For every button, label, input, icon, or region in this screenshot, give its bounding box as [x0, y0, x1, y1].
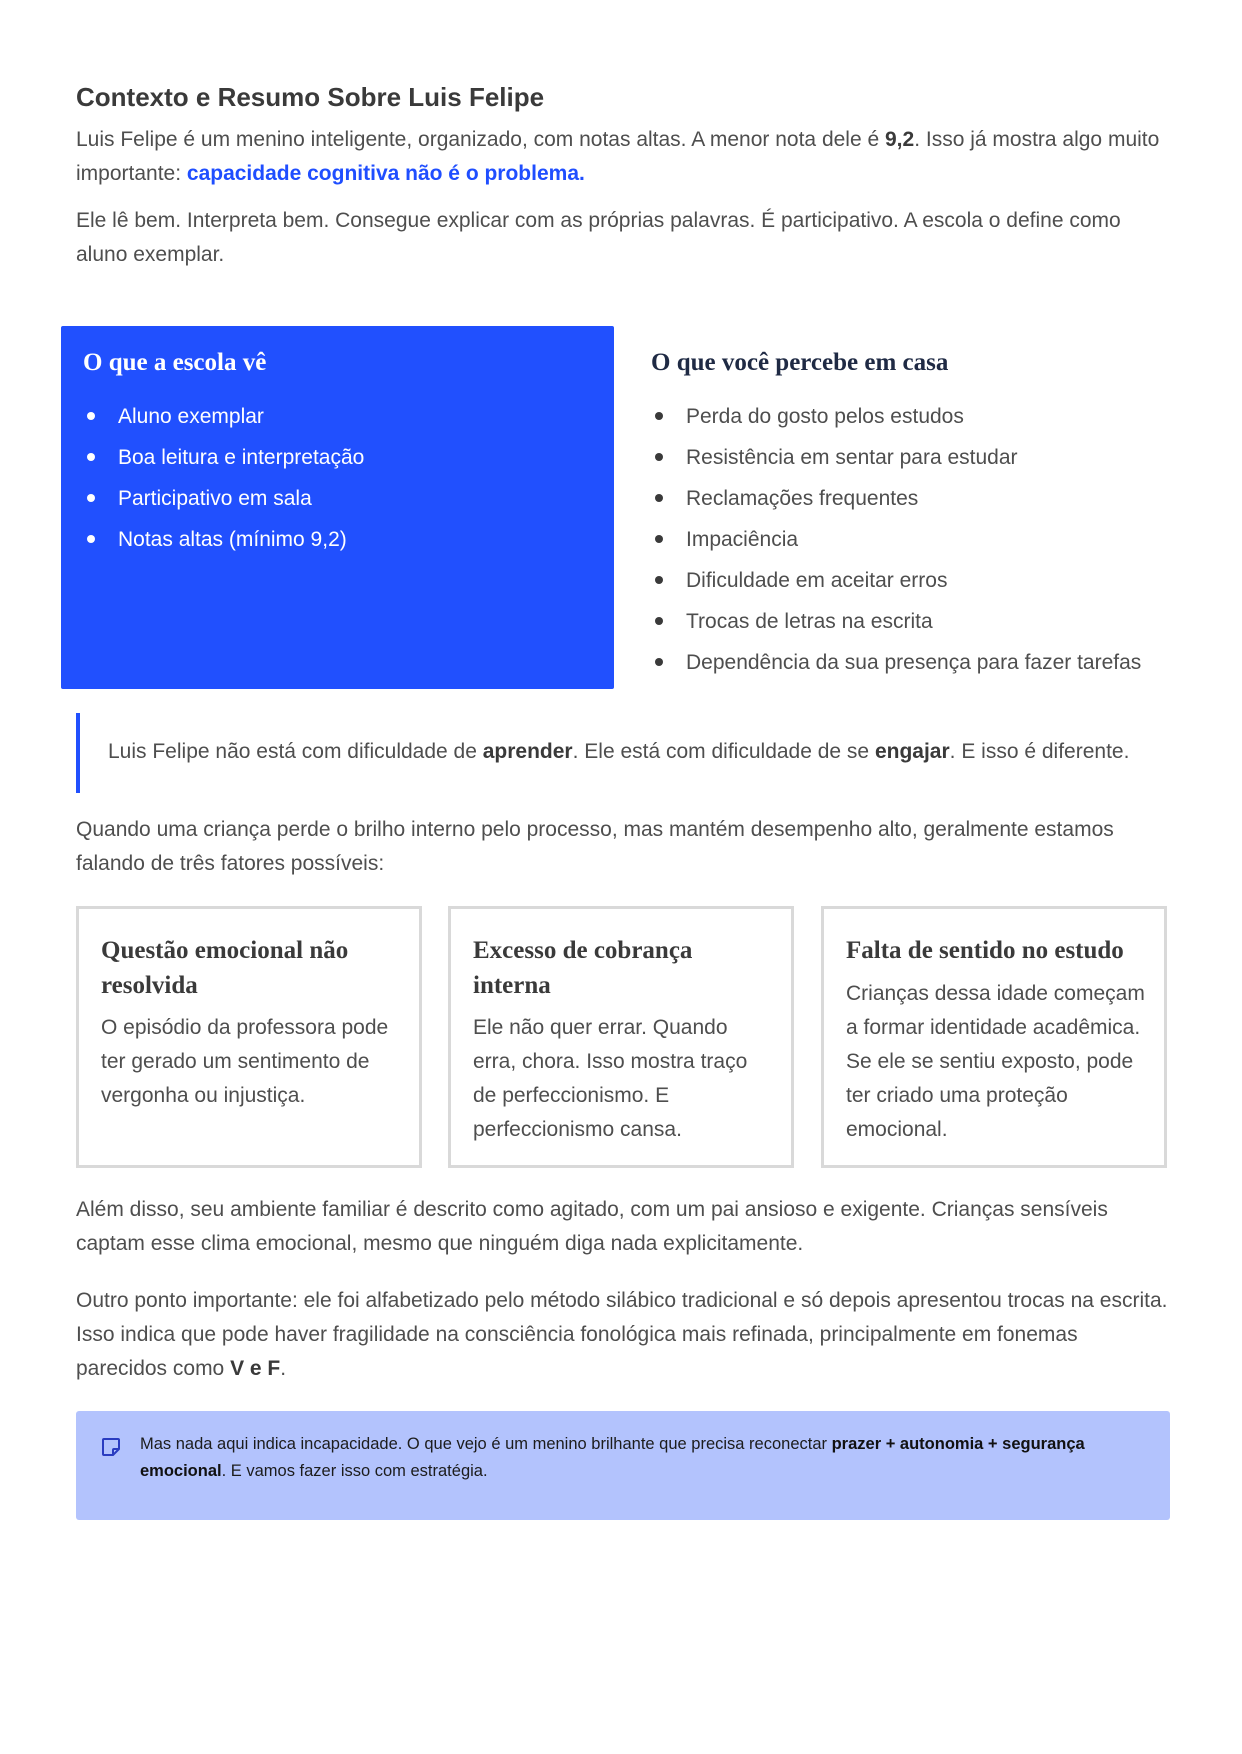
- school-view-title: O que a escola vê: [83, 349, 267, 376]
- factor-card-text: O episódio da professora pode ter gerado um sentimento de vergonha ou injustiça.: [101, 1016, 389, 1107]
- lowest-grade: 9,2: [885, 128, 915, 151]
- factor-card-title: Questão emocional não resolvida: [101, 937, 349, 999]
- list-item-text: Reclamações frequentes: [686, 487, 919, 510]
- list-item: [651, 560, 1141, 601]
- factor-card-title: Excesso de cobrança interna: [473, 937, 693, 999]
- intro-text-c: . Isso já mostra algo muito importante:: [76, 128, 1160, 185]
- key-insight-quote: [76, 713, 1174, 793]
- list-item-text: Dificuldade em aceitar erros: [686, 569, 948, 592]
- quote-text-e: . E isso é diferente.: [949, 740, 1130, 763]
- bullet-icon: [87, 494, 95, 502]
- literacy-text-a: Outro ponto importante: ele foi alfabetizado pelo método silábico tradicional e só depois apresentou trocas na escrita. Isso indica que pode haver fragilidade na consciência fonológica mais refinada, principalmente em fonemas parecidos como: [76, 1289, 1168, 1380]
- bullet-icon: [655, 535, 663, 543]
- factor-card-title: Falta de sentido no estudo: [846, 937, 1124, 964]
- bullet-icon: [87, 535, 95, 543]
- quote-emphasis-learn: aprender: [482, 740, 573, 763]
- bullet-icon: [655, 412, 663, 420]
- list-item: [83, 478, 364, 519]
- quote-text-c: . Ele está com dificuldade de se: [572, 740, 875, 763]
- home-view-list: [651, 396, 1141, 683]
- bullet-icon: [655, 494, 663, 502]
- list-item: [651, 396, 1141, 437]
- home-view-panel: [630, 326, 1170, 689]
- list-item: [651, 478, 1141, 519]
- factor-card-meaning: [821, 906, 1167, 1168]
- bullet-icon: [655, 453, 663, 461]
- list-item: [83, 437, 364, 478]
- bullet-icon: [655, 658, 663, 666]
- list-item: [651, 519, 1141, 560]
- list-item: [651, 437, 1141, 478]
- list-item-text: Resistência em sentar para estudar: [686, 446, 1018, 469]
- note-text: [140, 1431, 1140, 1485]
- list-item-text: Trocas de letras na escrita: [686, 610, 933, 633]
- home-view-title: O que você percebe em casa: [651, 349, 949, 376]
- intro-paragraph-1: [76, 123, 1170, 191]
- note-icon: [100, 1436, 122, 1458]
- list-item: [651, 601, 1141, 642]
- intro-highlight: capacidade cognitiva não é o problema.: [186, 162, 585, 185]
- bullet-icon: [87, 412, 95, 420]
- intro-text-a: Luis Felipe é um menino inteligente, organizado, com notas altas. A menor nota dele é: [76, 128, 885, 151]
- page-title: Contexto e Resumo Sobre Luis Felipe: [76, 82, 545, 112]
- bullet-icon: [655, 576, 663, 584]
- bullet-icon: [655, 617, 663, 625]
- note-callout: [76, 1411, 1170, 1520]
- factor-card-text: Crianças dessa idade começam a formar identidade acadêmica. Se ele se sentiu exposto, pode ter criado uma proteção emocional.: [846, 982, 1145, 1141]
- list-item-text: Perda do gosto pelos estudos: [686, 405, 964, 428]
- factor-card-text: Ele não quer errar. Quando erra, chora. Isso mostra traço de perfeccionismo. E perfeccionismo cansa.: [473, 1016, 748, 1141]
- bullet-icon: [87, 453, 95, 461]
- phoneme-pair: V e F: [230, 1357, 281, 1380]
- list-item-text: Notas altas (mínimo 9,2): [118, 528, 347, 551]
- quote-text-a: Luis Felipe não está com dificuldade de: [108, 740, 483, 763]
- factors-intro-paragraph: Quando uma criança perde o brilho interno pelo processo, mas mantém desempenho alto, geralmente estamos falando de três fatores possíveis:: [76, 818, 1114, 875]
- note-emphasis: prazer + autonomia + segurança emocional: [140, 1435, 1085, 1480]
- quote-emphasis-engage: engajar: [874, 740, 950, 763]
- list-item-text: Impaciência: [686, 528, 799, 551]
- factor-card-emotional: [76, 906, 422, 1168]
- intro-paragraph-2: Ele lê bem. Interpreta bem. Consegue explicar com as próprias palavras. É participativo. A escola o define como aluno exemplar.: [76, 209, 1121, 266]
- list-item: [83, 519, 364, 560]
- list-item-text: Participativo em sala: [118, 487, 312, 510]
- list-item-text: Aluno exemplar: [118, 405, 264, 428]
- list-item: [83, 396, 364, 437]
- list-item-text: Dependência da sua presença para fazer tarefas: [686, 651, 1142, 674]
- school-view-panel: [61, 326, 614, 689]
- literacy-paragraph: [76, 1284, 1170, 1386]
- factor-card-pressure: [448, 906, 794, 1168]
- literacy-text-c: .: [280, 1357, 287, 1380]
- note-text-c: . E vamos fazer isso com estratégia.: [221, 1462, 488, 1480]
- list-item-text: Boa leitura e interpretação: [118, 446, 365, 469]
- family-paragraph: Além disso, seu ambiente familiar é descrito como agitado, com um pai ansioso e exigente. Crianças sensíveis captam esse clima emocional, mesmo que ninguém diga nada explicitamente.: [76, 1198, 1108, 1255]
- note-text-a: Mas nada aqui indica incapacidade. O que vejo é um menino brilhante que precisa reconectar: [140, 1435, 832, 1453]
- list-item: [651, 642, 1141, 683]
- school-view-list: [83, 396, 364, 560]
- quote-text: [108, 735, 1129, 769]
